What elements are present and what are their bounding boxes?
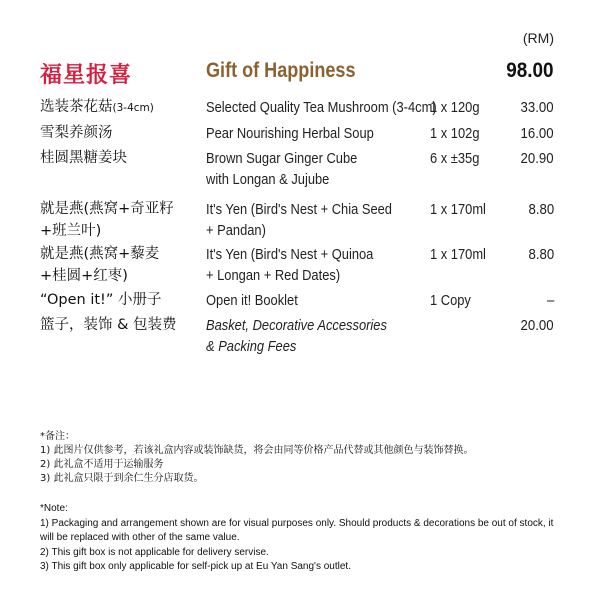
item-quantity: 1 Copy [430, 292, 471, 309]
item-price: 8.80 [528, 246, 554, 263]
item-name-chinese: 雪梨养颜汤 [40, 125, 113, 141]
item-name-english: Brown Sugar Ginger Cube with Longan & Jujube [206, 150, 358, 188]
item-name-chinese: “Open it!” 小册子 [40, 292, 162, 308]
item-name-chinese: 就是燕(燕窝+藜麦 +桂圆+红枣) [40, 246, 160, 284]
gift-title-chinese: 福星报喜 [40, 63, 133, 88]
item-name-chinese: 篮子，装饰 & 包装费 [40, 317, 177, 333]
item-price: 16.00 [520, 125, 554, 142]
notes-chinese [40, 430, 570, 486]
item-name-chinese: 就是燕(燕窝+奇亚籽 +班兰叶) [40, 201, 174, 239]
note-line: 3) This gift box only applicable for self-pick up at Eu Yan Sang's outlet. [40, 561, 351, 572]
notes-heading: *备注： [40, 431, 75, 442]
item-quantity: 1 x 170ml [430, 201, 486, 218]
item-price: 8.80 [528, 201, 554, 218]
notes-heading: *Note: [40, 503, 68, 514]
item-quantity: 1 x 170ml [430, 246, 486, 263]
list-item [0, 243, 600, 289]
item-name-english: Selected Quality Tea Mushroom (3-4cm) [206, 99, 437, 116]
note-line: 1) Packaging and arrangement shown are for visual purposes only. Should products & decorations be out of stock, it will be replaced with other of the same value. [40, 517, 554, 543]
list-item [0, 147, 600, 198]
note-line: 2) 此礼盒不适用于运输服务 [40, 459, 164, 470]
list-item [0, 314, 600, 360]
list-item [0, 122, 600, 147]
item-name-chinese: 选装茶花菇(3-4cm) [40, 99, 154, 115]
item-quantity: 1 x 120g [430, 99, 480, 116]
item-name-chinese: 桂圆黑糖姜块 [40, 150, 127, 166]
item-list [0, 96, 600, 360]
item-price: 20.00 [520, 317, 554, 334]
note-line: 3) 此礼盒只限于到余仁生分店取货。 [40, 473, 204, 484]
item-price: – [546, 292, 554, 309]
item-name-english: It's Yen (Bird's Nest + Quinoa + Longan + Red Dates) [206, 246, 374, 284]
item-name-english: It's Yen (Bird's Nest + Chia Seed + Pandan) [206, 201, 392, 239]
item-price: 20.90 [520, 150, 554, 167]
list-item [0, 289, 600, 314]
note-line: 2) This gift box is not applicable for delivery servise. [40, 546, 269, 558]
item-quantity: 6 x ±35g [430, 150, 480, 167]
list-item [0, 198, 600, 243]
notes-english [40, 502, 570, 575]
item-name-english: Basket, Decorative Accessories & Packing Fees [206, 317, 387, 355]
list-item [0, 96, 600, 122]
gift-title-english: Gift of Happiness [206, 59, 356, 82]
item-price: 33.00 [520, 99, 554, 116]
gift-total-price: 98.00 [506, 59, 554, 82]
currency-label: (RM) [522, 30, 554, 46]
item-name-english: Open it! Booklet [206, 292, 298, 309]
item-quantity: 1 x 102g [430, 125, 480, 142]
note-line: 1) 此图片仅供参考，若该礼盒内容或装饰缺货，将会由同等价格产品代替或其他颜色与装饰替换。 [40, 445, 474, 456]
gift-header [0, 56, 600, 90]
item-name-english: Pear Nourishing Herbal Soup [206, 125, 374, 142]
